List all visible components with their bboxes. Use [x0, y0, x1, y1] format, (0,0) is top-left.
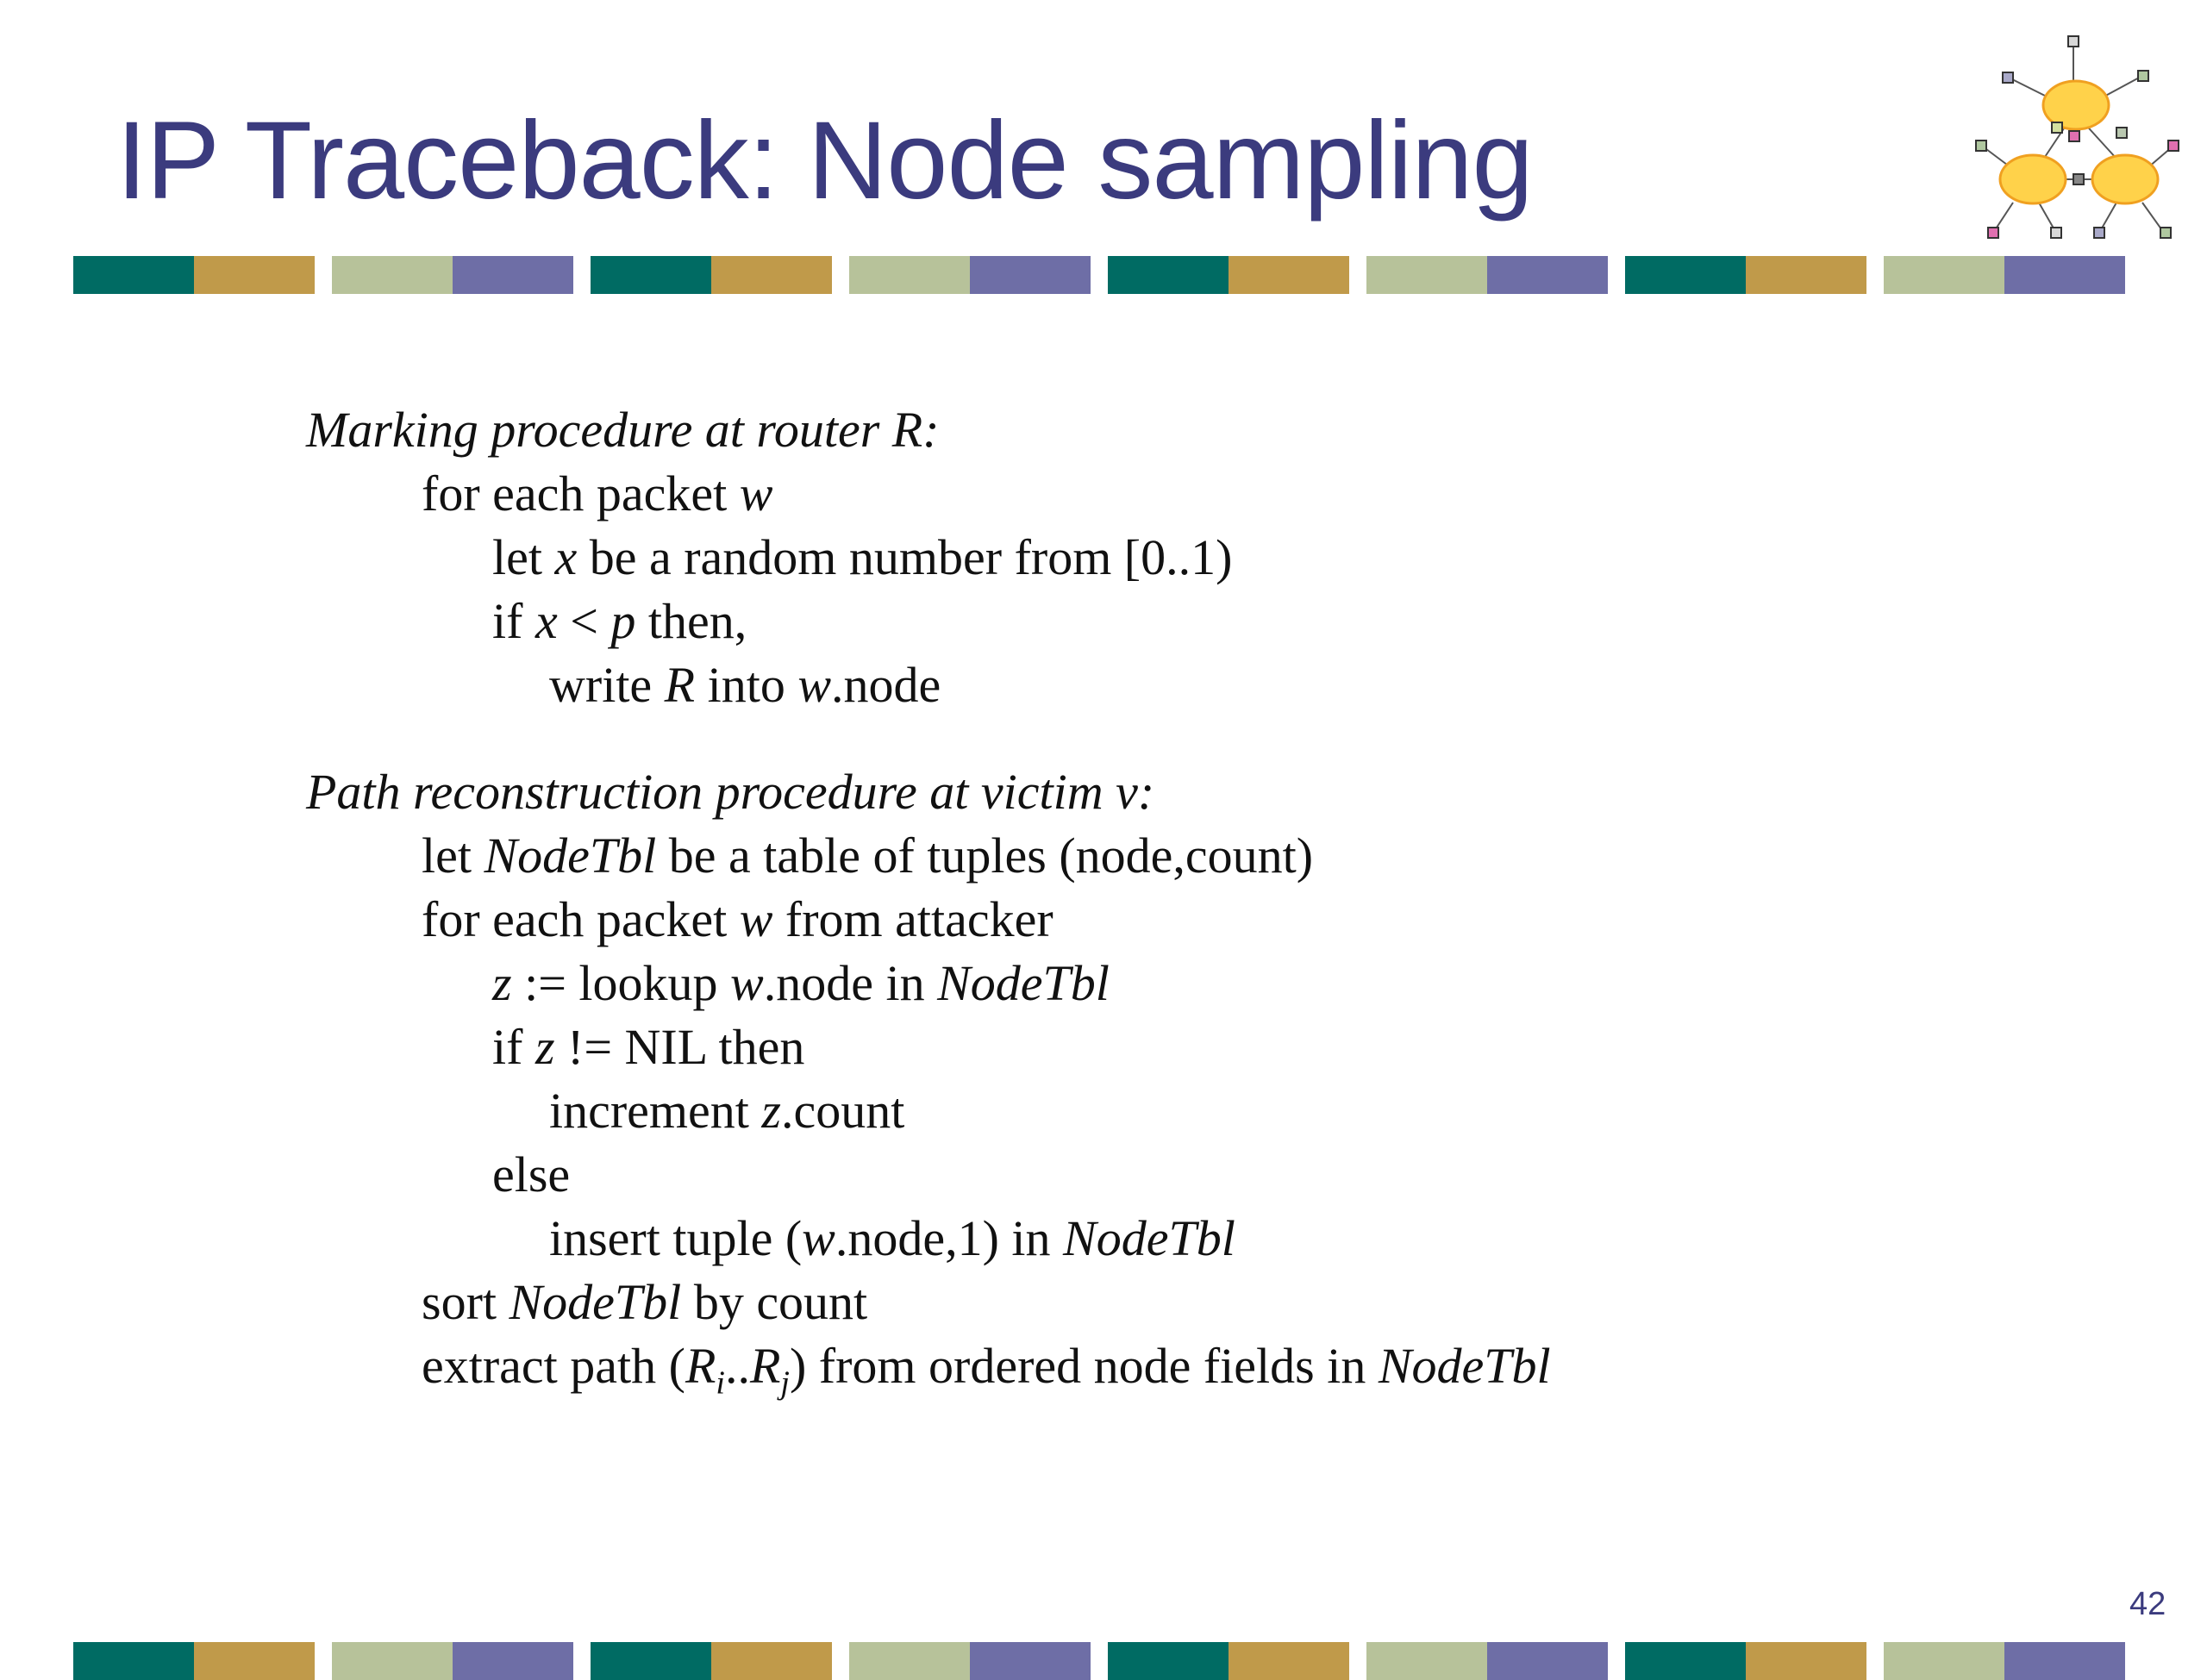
pseudocode-block — [306, 398, 1551, 1402]
band-segment — [1366, 256, 1487, 294]
band-segment — [332, 1642, 453, 1680]
band-segment — [73, 1642, 194, 1680]
reconstruction-line-5: increment z.count — [549, 1083, 905, 1139]
band-segment — [453, 256, 573, 294]
band-segment — [2004, 256, 2125, 294]
top-color-band — [73, 256, 2125, 294]
band-segment — [1746, 256, 1866, 294]
reconstruction-line-2: for each packet w from attacker — [422, 891, 1053, 947]
marking-line-3: if x < p then, — [492, 593, 747, 649]
page-number: 42 — [2129, 1586, 2166, 1622]
reconstruction-line-8: sort NodeTbl by count — [422, 1274, 868, 1330]
band-segment — [970, 1642, 1091, 1680]
band-segment — [1108, 1642, 1229, 1680]
marking-line-1: for each packet w — [422, 465, 773, 521]
marking-line-2: let x be a random number from [0..1) — [492, 529, 1233, 585]
band-segment — [194, 256, 315, 294]
band-segment — [1366, 1642, 1487, 1680]
band-segment — [332, 256, 453, 294]
band-segment — [1884, 1642, 2004, 1680]
reconstruction-line-3: z := lookup w.node in NodeTbl — [492, 955, 1110, 1011]
band-segment — [1108, 256, 1229, 294]
reconstruction-procedure-header: Path reconstruction procedure at victim v: — [306, 764, 1155, 820]
band-segment — [1884, 256, 2004, 294]
reconstruction-line-9: extract path $(R_i..R_j)$ from ordered node fields in NodeTbl — [422, 1338, 1551, 1402]
reconstruction-line-1: let NodeTbl be a table of tuples (node,count) — [422, 828, 1314, 884]
network-clouds-logo — [1957, 26, 2190, 250]
band-segment — [73, 256, 194, 294]
slide-title: IP Traceback: Node sampling — [116, 99, 1533, 222]
reconstruction-line-7: insert tuple (w.node,1) in NodeTbl — [549, 1210, 1235, 1266]
band-segment — [849, 256, 970, 294]
band-segment — [1487, 1642, 1608, 1680]
reconstruction-line-4: if z != NIL then — [492, 1019, 805, 1075]
reconstruction-line-6: else — [492, 1146, 571, 1202]
band-segment — [849, 1642, 970, 1680]
band-segment — [1625, 1642, 1746, 1680]
band-segment — [194, 1642, 315, 1680]
bottom-color-band — [73, 1642, 2125, 1680]
marking-line-4: write R into w.node — [549, 657, 941, 713]
band-segment — [1625, 256, 1746, 294]
band-segment — [1487, 256, 1608, 294]
marking-procedure-header: Marking procedure at router R: — [306, 402, 940, 458]
section-gap — [306, 717, 1551, 760]
band-segment — [711, 256, 832, 294]
band-segment — [1229, 256, 1349, 294]
band-segment — [453, 1642, 573, 1680]
band-segment — [1229, 1642, 1349, 1680]
band-segment — [2004, 1642, 2125, 1680]
band-segment — [711, 1642, 832, 1680]
band-segment — [1746, 1642, 1866, 1680]
band-segment — [970, 256, 1091, 294]
band-segment — [591, 256, 711, 294]
band-segment — [591, 1642, 711, 1680]
